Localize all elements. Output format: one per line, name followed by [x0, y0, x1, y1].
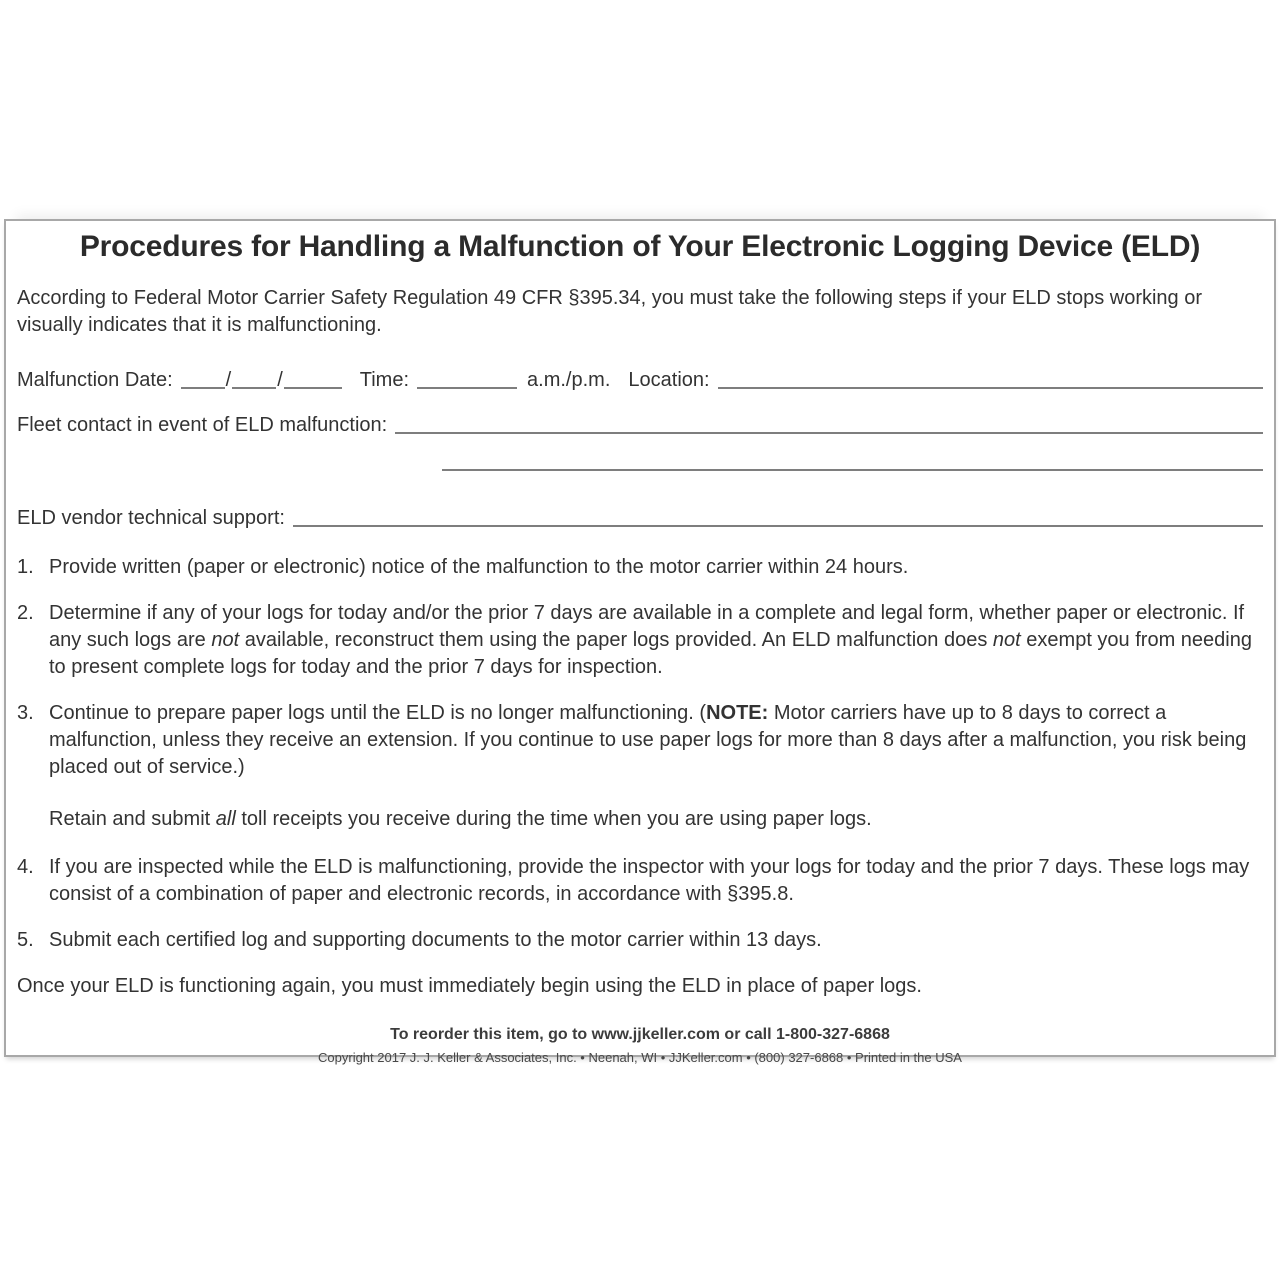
list-item [17, 927, 1263, 954]
step-number: 2. [17, 602, 34, 624]
steps-list [17, 554, 1263, 954]
date-separator: / [277, 369, 283, 391]
document-page [4, 219, 1276, 1065]
text-segment: Determine if any of your logs for today and/or the prior 7 days are available in a complete and legal form, whether paper or electronic. If any such logs are [49, 602, 1245, 651]
step-text [49, 700, 1263, 781]
fleet-contact-row [17, 412, 1263, 439]
vendor-support-row [17, 505, 1263, 532]
text-segment: toll receipts you receive during the time when you are using paper logs. [235, 808, 872, 830]
malfunction-date-row [17, 367, 1263, 394]
step-number: 4. [17, 856, 34, 878]
step-number: 5. [17, 929, 34, 951]
copyright-line: Copyright 2017 J. J. Keller & Associates, Inc. • Neenah, WI • JJKeller.com • (800) 327-6868 • Printed in the USA [318, 1050, 962, 1065]
text-segment: NOTE: [706, 702, 769, 724]
text-segment: not [992, 629, 1021, 651]
step-text [49, 600, 1263, 681]
text-segment: Provide written (paper or electronic) notice of the malfunction to the motor carrier within 24 hours. [49, 556, 909, 578]
list-item [17, 700, 1263, 781]
vendor-support-label: ELD vendor technical support: [17, 507, 285, 529]
malfunction-date-label: Malfunction Date: [17, 369, 173, 391]
step-number: 1. [17, 556, 34, 578]
fleet-contact-blank [395, 420, 1263, 434]
text-segment: exempt you from needing to present complete logs for today and the prior 7 days for inspection. [49, 629, 1252, 678]
text-segment: Submit each certified log and supporting documents to the motor carrier within 13 days. [49, 929, 822, 951]
page-title: Procedures for Handling a Malfunction of Your Electronic Logging Device (ELD) [79, 230, 1201, 263]
intro-paragraph: According to Federal Motor Carrier Safety Regulation 49 CFR §395.34, you must take the following steps if your ELD stops working or visually indicates that it is malfunctioning. [17, 287, 1203, 336]
vendor-support-blank [293, 513, 1263, 527]
step-number: 3. [17, 702, 34, 724]
date-month-blank [181, 375, 225, 389]
text-segment: Motor carriers have up to 8 days to correct a malfunction, unless they receive an extension. If you continue to use paper logs for more than 8 days after a malfunction, you risk being placed out of service.) [49, 702, 1247, 778]
list-item [17, 600, 1263, 681]
text-segment: Retain and submit [49, 808, 216, 830]
step-text [49, 854, 1263, 908]
step-text [49, 927, 1263, 954]
fleet-contact-label: Fleet contact in event of ELD malfunction: [17, 414, 388, 436]
date-day-blank [232, 375, 276, 389]
step-text [49, 554, 1263, 581]
closing-paragraph: Once your ELD is functioning again, you must immediately begin using the ELD in place of paper logs. [17, 975, 922, 997]
location-blank [718, 375, 1263, 389]
list-item [17, 854, 1263, 908]
list-item [17, 554, 1263, 581]
reorder-line: To reorder this item, go to www.jjkeller.com or call 1-800-327-6868 [390, 1026, 890, 1043]
text-segment: not [211, 629, 240, 651]
location-label: Location: [628, 369, 710, 391]
step-sub-paragraph [49, 806, 1263, 833]
date-year-blank [284, 375, 342, 389]
time-label: Time: [359, 369, 410, 391]
time-blank [417, 375, 517, 389]
date-separator: / [225, 369, 232, 391]
text-segment: all [215, 808, 236, 830]
text-segment: available, reconstruct them using the paper logs provided. An ELD malfunction does [239, 629, 993, 651]
fleet-contact-continuation-blank [442, 469, 1263, 471]
text-segment: If you are inspected while the ELD is malfunctioning, provide the inspector with your logs for today and the prior 7 days. These logs may consist of a combination of paper and electronic records, in accordance with §395.8. [49, 856, 1250, 905]
text-segment: Continue to prepare paper logs until the ELD is no longer malfunctioning. ( [49, 702, 707, 724]
ampm-label: a.m./p.m. [527, 369, 611, 391]
